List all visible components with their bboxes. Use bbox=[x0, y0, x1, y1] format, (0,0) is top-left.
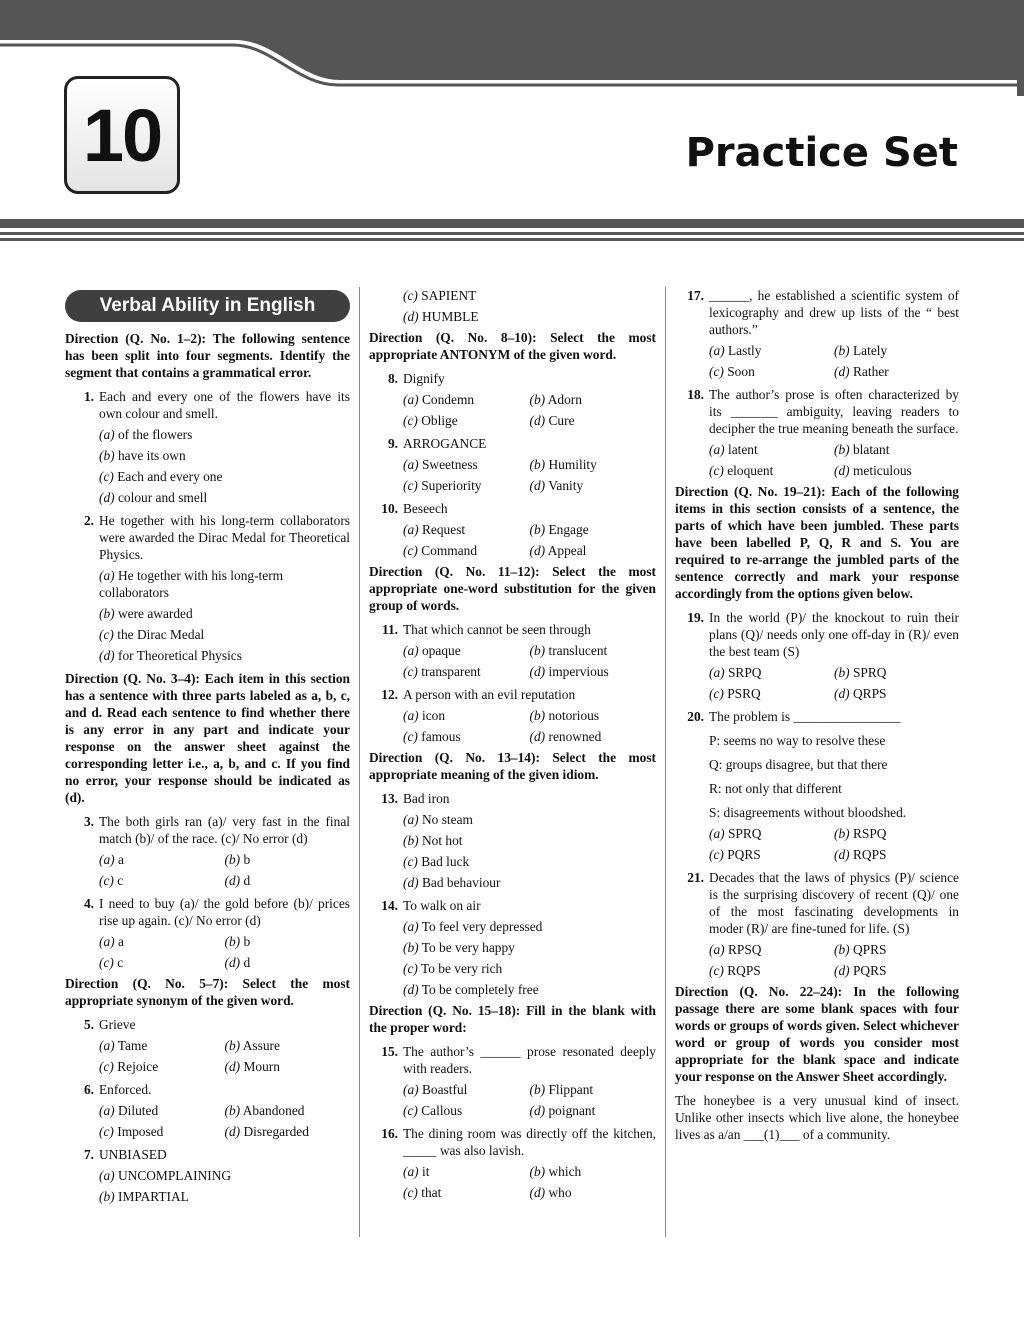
option[interactable]: (c) famous bbox=[403, 729, 461, 744]
passage: The honeybee is a very unusual kind of insect. Unlike other insects which live alone, the honeybee lives as a/an ___(1)___ of a community. bbox=[675, 1093, 959, 1142]
option[interactable]: (c) Oblige bbox=[403, 413, 458, 428]
option[interactable]: (b) RSPQ bbox=[834, 826, 887, 841]
option[interactable]: (c) PQRS bbox=[709, 847, 761, 862]
option[interactable]: (a) No steam bbox=[403, 812, 473, 827]
option[interactable]: (b) SPRQ bbox=[834, 665, 887, 680]
question-1 bbox=[65, 388, 350, 506]
option[interactable]: (b) which bbox=[529, 1164, 582, 1179]
direction: Direction (Q. No. 13–14): Select the most appropriate meaning of the given idiom. bbox=[369, 750, 656, 782]
option[interactable]: (a) icon bbox=[403, 708, 446, 723]
column-3 bbox=[675, 287, 959, 1143]
question-number: 11. bbox=[382, 622, 398, 637]
option[interactable]: (b) were awarded bbox=[99, 606, 193, 621]
option[interactable]: (c) SAPIENT bbox=[403, 288, 477, 303]
option[interactable]: (b) translucent bbox=[529, 643, 608, 658]
option[interactable]: (b) IMPARTIAL bbox=[99, 1189, 189, 1204]
question-20 bbox=[675, 708, 959, 863]
question-text: He together with his long-term collaborators were awarded the Dirac Medal for Theoretical Physics. bbox=[99, 513, 350, 562]
page-title: Practice Set bbox=[685, 130, 958, 176]
option[interactable]: (c) eloquent bbox=[709, 463, 774, 478]
question-text: A person with an evil reputation bbox=[403, 687, 576, 702]
column-1 bbox=[65, 287, 350, 1205]
direction: Direction (Q. No. 8–10): Select the most appropriate ANTONYM of the given word. bbox=[369, 330, 656, 362]
question-4 bbox=[65, 895, 350, 971]
option[interactable]: (a) Condemn bbox=[403, 392, 475, 407]
question-text: ______, he established a scientific system of lexicography and drew up lists of the “ best authors.” bbox=[709, 288, 959, 337]
question-2 bbox=[65, 512, 350, 664]
option[interactable]: (d) d bbox=[224, 955, 251, 970]
statement-r: R: not only that different bbox=[709, 781, 842, 796]
question-number: 17. bbox=[687, 288, 704, 303]
column-divider bbox=[665, 287, 666, 1237]
question-text: Enforced. bbox=[99, 1082, 152, 1097]
option[interactable]: (b) blatant bbox=[834, 442, 890, 457]
option[interactable]: (a) Lastly bbox=[709, 343, 762, 358]
direction: Direction (Q. No. 11–12): Select the most appropriate one-word substitution for the given group of words. bbox=[369, 564, 656, 613]
option[interactable]: (c) the Dirac Medal bbox=[99, 627, 205, 642]
question-11 bbox=[369, 621, 656, 680]
option[interactable]: (a) Boastful bbox=[403, 1082, 468, 1097]
question-6 bbox=[65, 1081, 350, 1140]
question-number: 10. bbox=[381, 501, 398, 516]
option[interactable]: (a) SPRQ bbox=[709, 826, 762, 841]
option[interactable]: (d) To be completely free bbox=[403, 982, 539, 997]
option[interactable]: (c) PSRQ bbox=[709, 686, 761, 701]
option[interactable]: (d) Rather bbox=[834, 364, 889, 379]
question-number: 20. bbox=[687, 709, 704, 724]
question-19 bbox=[675, 609, 959, 702]
question-number: 12. bbox=[381, 687, 398, 702]
question-text: The author’s ______ prose resonated deeply with readers. bbox=[403, 1044, 656, 1076]
statement-q: Q: groups disagree, but that there bbox=[709, 757, 888, 772]
question-7 bbox=[65, 1146, 350, 1205]
option[interactable]: (d) impervious bbox=[529, 664, 609, 679]
question-number: 8. bbox=[387, 371, 398, 386]
question-7-continued bbox=[369, 287, 656, 325]
question-text: I need to buy (a)/ the gold before (b)/ prices rise up again. (c)/ No error (d) bbox=[99, 896, 350, 928]
option[interactable]: (b) Engage bbox=[529, 522, 589, 537]
question-text: The author’s prose is often characterized by its _______ ambiguity, leaving readers to decipher the true meaning beneath the surface. bbox=[709, 387, 959, 436]
option[interactable]: (d) who bbox=[529, 1185, 572, 1200]
option[interactable]: (c) Soon bbox=[709, 364, 755, 379]
option[interactable]: (c) that bbox=[403, 1185, 442, 1200]
option[interactable]: (b) Adorn bbox=[529, 392, 582, 407]
question-text: To walk on air bbox=[403, 898, 481, 913]
question-number: 9. bbox=[387, 436, 398, 451]
option[interactable]: (c) transparent bbox=[403, 664, 481, 679]
chapter-number: 10 bbox=[82, 93, 162, 177]
column-divider bbox=[359, 287, 360, 1237]
option[interactable]: (b) have its own bbox=[99, 448, 186, 463]
question-number: 21. bbox=[687, 870, 704, 885]
option[interactable]: (c) RQPS bbox=[709, 963, 761, 978]
question-number: 1. bbox=[83, 389, 94, 404]
option[interactable]: (d) Bad behaviour bbox=[403, 875, 501, 890]
statement-p: P: seems no way to resolve these bbox=[709, 733, 886, 748]
option[interactable]: (d) Mourn bbox=[224, 1059, 280, 1074]
column-2 bbox=[369, 287, 656, 1201]
question-13 bbox=[369, 790, 656, 891]
question-number: 5. bbox=[83, 1017, 94, 1032]
option[interactable]: (a) Diluted bbox=[99, 1103, 159, 1118]
option[interactable]: (d) Disregarded bbox=[224, 1124, 309, 1139]
question-number: 18. bbox=[687, 387, 704, 402]
option[interactable]: (c) Command bbox=[403, 543, 478, 558]
question-9 bbox=[369, 435, 656, 494]
question-15 bbox=[369, 1043, 656, 1119]
question-text: The both girls ran (a)/ very fast in the final match (b)/ of the race. (c)/ No error (d) bbox=[99, 814, 350, 846]
option[interactable]: (c) To be very rich bbox=[403, 961, 503, 976]
question-14 bbox=[369, 897, 656, 998]
question-number: 13. bbox=[381, 791, 398, 806]
direction: Direction (Q. No. 1–2): The following sentence has been split into four segments. Identify the segment that contains a grammatical error. bbox=[65, 331, 350, 380]
option[interactable]: (b) Abandoned bbox=[224, 1103, 305, 1118]
question-text: Bad iron bbox=[403, 791, 450, 806]
option[interactable]: (c) Each and every one bbox=[99, 469, 223, 484]
question-number: 16. bbox=[381, 1126, 398, 1141]
option[interactable]: (d) d bbox=[224, 873, 251, 888]
option[interactable]: (a) a bbox=[99, 852, 124, 867]
option[interactable]: (d) for Theoretical Physics bbox=[99, 648, 242, 663]
option[interactable]: (d) PQRS bbox=[834, 963, 887, 978]
option[interactable]: (a) opaque bbox=[403, 643, 461, 658]
question-number: 15. bbox=[381, 1044, 398, 1059]
option[interactable]: (b) notorious bbox=[529, 708, 600, 723]
option[interactable]: (b) QPRS bbox=[834, 942, 887, 957]
question-number: 6. bbox=[83, 1082, 94, 1097]
question-10 bbox=[369, 500, 656, 559]
option[interactable]: (c) c bbox=[99, 873, 124, 888]
question-text: Decades that the laws of physics (P)/ science is the surprising discovery of recent (Q)/ one of the most fascinating developments in moder (R)/ are fine-tuned for life. (S) bbox=[709, 870, 959, 936]
option[interactable]: (d) meticulous bbox=[834, 463, 912, 478]
option[interactable]: (d) poignant bbox=[529, 1103, 596, 1118]
option[interactable]: (a) To feel very depressed bbox=[403, 919, 543, 934]
option[interactable]: (d) renowned bbox=[529, 729, 602, 744]
question-number: 3. bbox=[83, 814, 94, 829]
question-number: 4. bbox=[83, 896, 94, 911]
option[interactable]: (c) Bad luck bbox=[403, 854, 470, 869]
option[interactable]: (c) c bbox=[99, 955, 124, 970]
direction: Direction (Q. No. 15–18): Fill in the blank with the proper word: bbox=[369, 1003, 656, 1035]
chapter-number-box bbox=[64, 76, 180, 194]
option[interactable]: (c) Superiority bbox=[403, 478, 482, 493]
option[interactable]: (b) To be very happy bbox=[403, 940, 515, 955]
direction: Direction (Q. No. 22–24): In the following passage there are some blank spaces with four words or groups of words given. Select whichever word or group of words you consider most appropriate for the blank space and indicate your response on the Answer Sheet accordingly. bbox=[675, 984, 959, 1084]
question-number: 7. bbox=[83, 1147, 94, 1162]
option[interactable]: (a) it bbox=[403, 1164, 430, 1179]
option[interactable]: (d) Vanity bbox=[529, 478, 584, 493]
question-text: Dignify bbox=[403, 371, 445, 386]
option[interactable]: (b) b bbox=[224, 934, 251, 949]
option[interactable]: (d) HUMBLE bbox=[403, 309, 479, 324]
direction: Direction (Q. No. 19–21): Each of the following items in this section consists of a sentence, the parts of which have been jumbled. These parts have been labelled P, Q, R and S. You are required to re-arrange the jumbled parts of the sentence correctly and mark your response accordingly from the options given below. bbox=[675, 484, 959, 601]
question-text: That which cannot be seen through bbox=[403, 622, 591, 637]
option[interactable]: (a) latent bbox=[709, 442, 758, 457]
question-3 bbox=[65, 813, 350, 889]
option[interactable]: (a) Sweetness bbox=[403, 457, 478, 472]
option[interactable]: (b) Assure bbox=[224, 1038, 280, 1053]
option[interactable]: (d) colour and smell bbox=[99, 490, 208, 505]
option[interactable]: (c) Rejoice bbox=[99, 1059, 159, 1074]
question-12 bbox=[369, 686, 656, 745]
question-number: 19. bbox=[687, 610, 704, 625]
option[interactable]: (a) He together with his long-term collaborators bbox=[99, 568, 284, 600]
option[interactable]: (a) Request bbox=[403, 522, 466, 537]
question-text: Each and every one of the flowers have its own colour and smell. bbox=[99, 389, 350, 421]
question-21 bbox=[675, 869, 959, 979]
option[interactable]: (b) Flippant bbox=[529, 1082, 594, 1097]
option[interactable]: (d) Cure bbox=[529, 413, 575, 428]
option[interactable]: (d) Appeal bbox=[529, 543, 587, 558]
option[interactable]: (a) UNCOMPLAINING bbox=[99, 1168, 232, 1183]
question-text: The dining room was directly off the kitchen, _____ was also lavish. bbox=[403, 1126, 656, 1158]
question-text: Grieve bbox=[99, 1017, 136, 1032]
direction: Direction (Q. No. 5–7): Select the most appropriate synonym of the given word. bbox=[65, 976, 350, 1008]
option[interactable]: (b) Lately bbox=[834, 343, 888, 358]
option[interactable]: (a) of the flowers bbox=[99, 427, 193, 442]
question-text: Beseech bbox=[403, 501, 448, 516]
option[interactable]: (a) SRPQ bbox=[709, 665, 762, 680]
question-8 bbox=[369, 370, 656, 429]
option[interactable]: (a) RPSQ bbox=[709, 942, 762, 957]
question-text: ARROGANCE bbox=[403, 436, 487, 451]
question-number: 14. bbox=[381, 898, 398, 913]
question-18 bbox=[675, 386, 959, 479]
direction: Direction (Q. No. 3–4): Each item in this section has a sentence with three parts labeled as a, b, c, and d. Read each sentence to find whether there is any error in any part and indicate your response on the answer sheet against the corresponding letter i.e., a, b, and c. If you find no error, your response should be indicated as (d). bbox=[65, 671, 350, 805]
option[interactable]: (a) Tame bbox=[99, 1038, 148, 1053]
question-number: 2. bbox=[83, 513, 94, 528]
question-text: UNBIASED bbox=[99, 1147, 167, 1162]
option[interactable]: (b) Humility bbox=[529, 457, 597, 472]
option[interactable]: (d) QRPS bbox=[834, 686, 887, 701]
option[interactable]: (b) Not hot bbox=[403, 833, 463, 848]
option[interactable]: (b) b bbox=[224, 852, 251, 867]
option[interactable]: (c) Imposed bbox=[99, 1124, 164, 1139]
question-5 bbox=[65, 1016, 350, 1075]
question-text: The problem is ________________ bbox=[709, 709, 901, 724]
option[interactable]: (c) Callous bbox=[403, 1103, 463, 1118]
statement-s: S: disagreements without bloodshed. bbox=[709, 805, 907, 820]
question-text: In the world (P)/ the knockout to ruin their plans (Q)/ needs only one off-day in (R)/ even the best team (S) bbox=[709, 610, 959, 659]
section-title: Verbal Ability in English bbox=[65, 290, 350, 322]
question-17 bbox=[675, 287, 959, 380]
question-16 bbox=[369, 1125, 656, 1201]
option[interactable]: (d) RQPS bbox=[834, 847, 887, 862]
option[interactable]: (a) a bbox=[99, 934, 124, 949]
